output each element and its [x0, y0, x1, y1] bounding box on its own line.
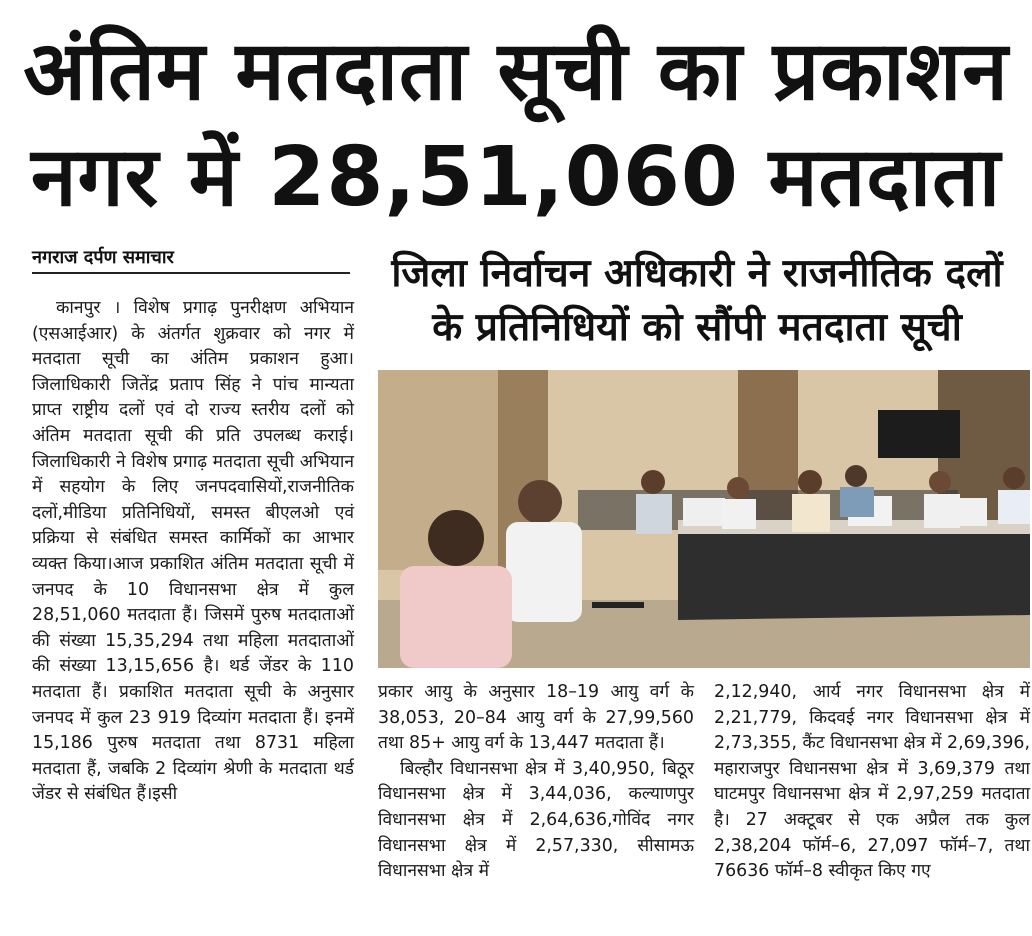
article-column-2-para-2: बिल्हौर विधानसभा क्षेत्र में 3,40,950, बिठूर विधानसभा क्षेत्र में 3,44,036, कल्याणपुर विधानसभा क्षेत्र में 2,64,636,गोविंद नगर विधानसभा क्षेत्र में 2,57,330, सीसामऊ विधानसभा क्षेत्र में: [378, 758, 694, 882]
headline-line-1: अंतिम मतदाता सूची का प्रकाशन: [23, 24, 1009, 119]
subheadline-line-2: के प्रतिनिधियों को सौंपी मतदाता सूची: [432, 305, 962, 350]
subheadline-line-1: जिला निर्वाचन अधिकारी ने राजनीतिक दलों: [391, 251, 1003, 296]
article-column-2-para-1: प्रकार आयु के अनुसार 18–19 आयु वर्ग के 38,053, 20–84 आयु वर्ग के 27,99,560 तथा 85+ आयु वर्ग के 13,447 मतदाता हैं।: [378, 682, 694, 754]
meeting-photo-illustration: [378, 370, 1030, 668]
article-column-3: 2,12,940, आर्य नगर विधानसभा क्षेत्र में 2,21,779, किदवई नगर विधानसभा क्षेत्र में 2,73,355, कैंट विधानसभा क्षेत्र में 2,69,396, महाराजपुर विधानसभा क्षेत्र में 3,69,379 तथा घाटमपुर विधानसभा क्षेत्र में 2,97,259 मतदाता है। 27 अक्टूबर से एक अप्रैल तक कुल 2,38,204 फॉर्म–6, 27,097 फॉर्म–7, तथा 76636 फॉर्म–8 स्वीकृत किए गए: [714, 682, 1030, 882]
article-column-2: [378, 680, 694, 885]
headline-line-2: नगर में 28,51,060 मतदाता: [30, 130, 1002, 225]
article-column-1: कानपुर । विशेष प्रगाढ़ पुनरीक्षण अभियान (एसआईआर) के अंतर्गत शुक्रवार को नगर में मतदाता सूची का अंतिम प्रकाशन हुआ। जिलाधिकारी जितेंद्र प्रताप सिंह ने पांच मान्यता प्राप्त राष्ट्रीय दलों एवं दो राज्य स्तरीय दलों को अंतिम मतदाता सूची की प्रति उपलब्ध कराई।जिलाधिकारी ने विशेष प्रगाढ़ मतदाता सूची अभियान में सहयोग के लिए जनपदवासियों,राजनीतिक दलों,मीडिया प्रतिनिधियों, समस्त बीएलओ एवं प्रक्रिया से संबंधित समस्त कार्मिकों का आभार व्यक्त किया।आज प्रकाशित अंतिम मतदाता सूची में जनपद के 10 विधानसभा क्षेत्र में कुल 28,51,060 मतदाता हैं। जिसमें पुरुष मतदाताओं की संख्या 15,35,294 तथा महिला मतदाताओं की संख्या 13,15,656 है। थर्ड जेंडर के 110 मतदाता हैं। प्रकाशित मतदाता सूची के अनुसार जनपद में कुल 23 919 दिव्यांग मतदाता हैं। इनमें 15,186 पुरुष मतदाता तथा 8731 महिला मतदाता हैं, जबकि 2 दिव्यांग श्रेणी के मतदाता थर्ड जेंडर से संबंधित हैं।इसी: [32, 298, 354, 805]
byline: नगराज दर्पण समाचार: [32, 246, 350, 274]
meeting-photo: [378, 370, 1030, 668]
